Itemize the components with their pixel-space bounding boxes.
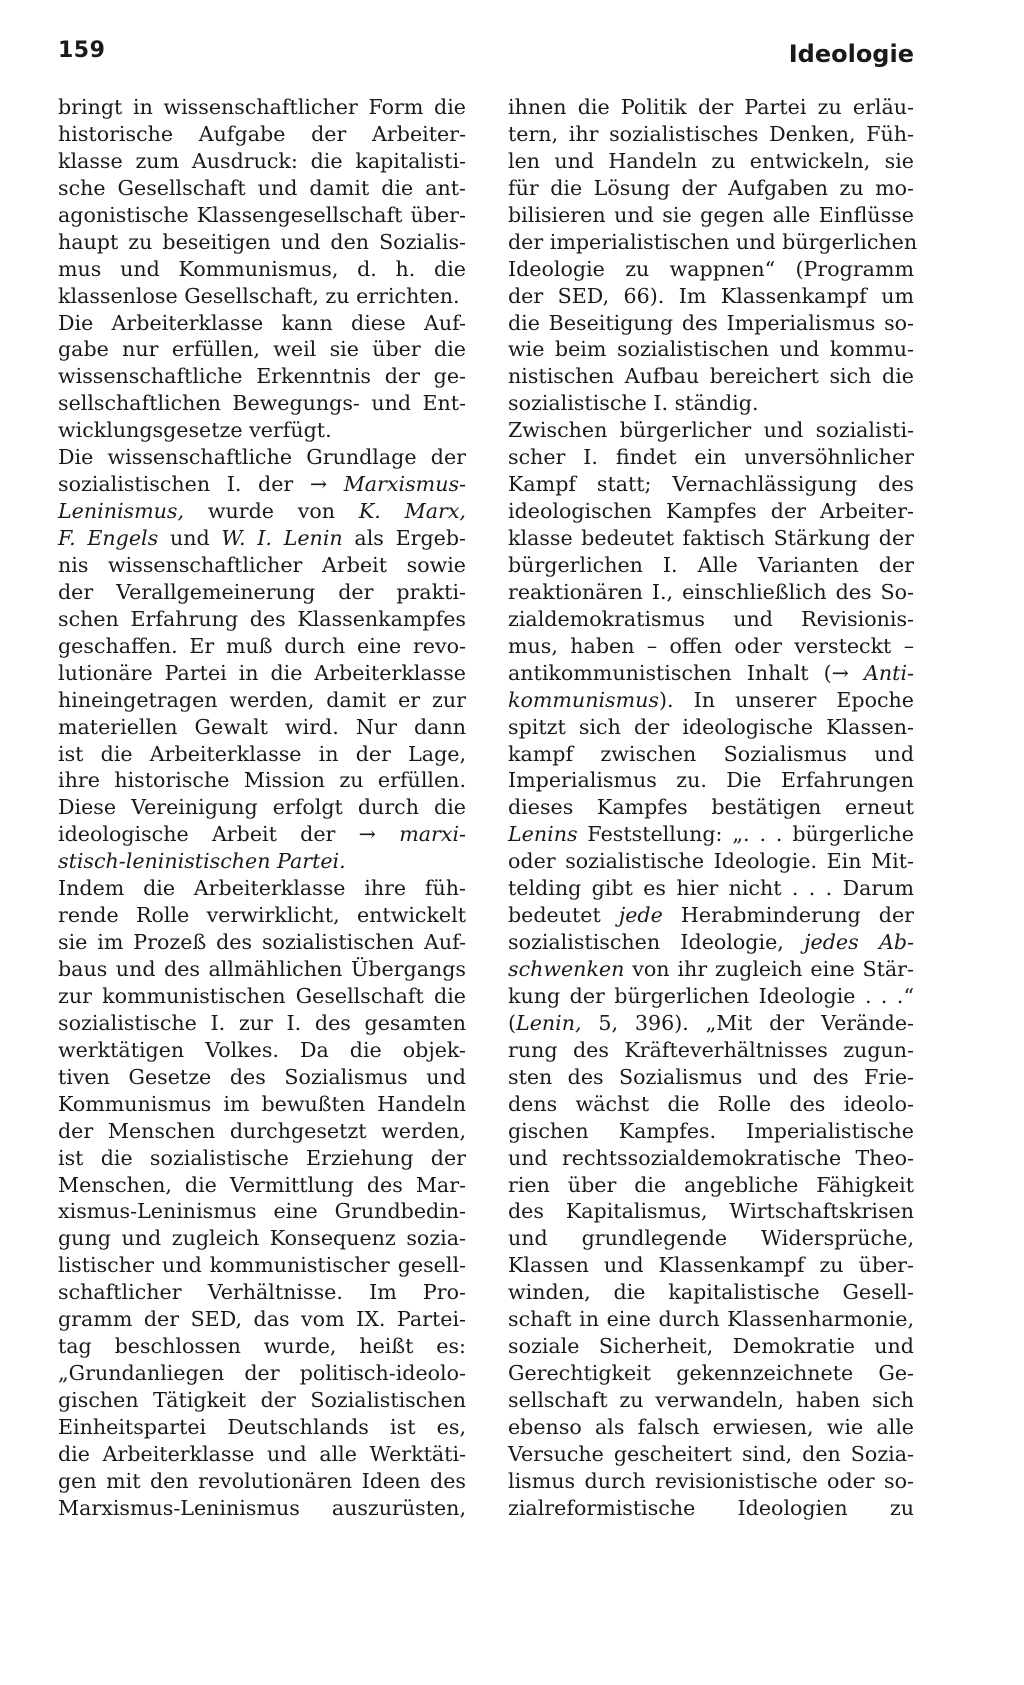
text-line: gen mit den revolutionären Ideen des: [58, 1468, 466, 1493]
text-segment: antikommunistischen Inhalt (→: [508, 660, 865, 685]
text-segment: 5, 396). „Mit der Verände-: [581, 1010, 914, 1035]
text-line: kampf zwischen Sozialismus und: [508, 741, 914, 766]
text-line: Ideologie zu wappnen“ (Programm: [508, 256, 914, 281]
text-line: rung des Kräfteverhältnisses zugun-: [508, 1037, 914, 1062]
text-segment: ideologische Arbeit der →: [58, 822, 400, 847]
text-segment: sozialistischen Ideologie,: [508, 930, 805, 955]
text-line: klasse bedeutet faktisch Stärkung der: [508, 526, 914, 550]
text-line: materiellen Gewalt wird. Nur dann: [58, 714, 466, 739]
text-segment: wurde von: [184, 499, 359, 524]
text-line: soziale Sicherheit, Demokratie und: [508, 1334, 914, 1359]
text-line: rien über die angebliche Fähigkeit: [508, 1172, 914, 1197]
text-line: schaft in eine durch Klassenharmonie,: [508, 1307, 914, 1332]
text-line: haupt zu beseitigen und den Sozialis-: [58, 229, 466, 254]
text-line: baus und des allmählichen Übergangs: [58, 957, 466, 981]
text-line: Diese Vereinigung erfolgt durch die: [58, 795, 466, 820]
text-line: gischen Tätigkeit der Sozialistischen: [58, 1388, 466, 1412]
text-line: Menschen, die Vermittlung des Mar-: [58, 1172, 466, 1197]
text-line: telding gibt es hier nicht . . . Darum: [508, 876, 914, 901]
text-line: die Arbeiterklasse und alle Werktäti-: [58, 1441, 466, 1466]
text-line: sten des Sozialismus und des Frie-: [508, 1064, 914, 1089]
text-line: [508, 929, 914, 956]
text-line: gung und zugleich Konsequenz sozia-: [58, 1226, 466, 1251]
text-line: und rechtssozialdemokratische Theo-: [508, 1145, 914, 1170]
text-line: ist die Arbeiterklasse in der Lage,: [58, 741, 466, 766]
text-line: werktätigen Volkes. Da die objek-: [58, 1037, 466, 1062]
text-line: klasse zum Ausdruck: die kapitalisti-: [58, 148, 466, 173]
text-line: kung der bürgerlichen Ideologie . . .“: [508, 983, 914, 1008]
text-line: „Grundanliegen der politisch-ideolo-: [58, 1361, 466, 1386]
text-line: ideologischen Kampfes der Arbeiter-: [508, 499, 914, 524]
text-line: schen Erfahrung des Klassenkampfes: [58, 606, 466, 631]
text-line: zialreformistische Ideologien zu: [508, 1495, 914, 1520]
running-head: Ideologie: [788, 40, 914, 68]
text-line: scher I. findet ein unversöhnlicher: [508, 445, 914, 470]
text-line: geschaffen. Er muß durch eine revo-: [58, 633, 466, 658]
italic-segment: jedes Ab-: [804, 930, 914, 955]
text-line: Einheitspartei Deutschlands ist es,: [58, 1414, 466, 1439]
text-line: [58, 498, 466, 525]
text-line: bringt in wissenschaftlicher Form die: [58, 95, 466, 119]
text-line: rende Rolle verwirklicht, entwickelt: [58, 903, 466, 928]
text-line: dieses Kampfes bestätigen erneut: [508, 795, 914, 820]
italic-segment: W. I. Lenin: [221, 526, 343, 550]
text-line: gramm der SED, das vom IX. Partei-: [58, 1307, 466, 1332]
text-line: [508, 821, 914, 848]
text-line: tiven Gesetze des Sozialismus und: [58, 1064, 466, 1089]
left-column: [58, 94, 466, 1522]
text-line: wie beim sozialistischen und kommu-: [508, 337, 914, 362]
text-line: der imperialistischen und bürgerlichen: [508, 229, 918, 254]
text-segment: als Ergeb-: [342, 526, 466, 550]
text-line: mus, haben – offen oder versteckt –: [508, 633, 914, 658]
text-line: schaftlicher Verhältnisse. Im Pro-: [58, 1280, 466, 1305]
text-line: Klassen und Klassenkampf zu über-: [508, 1253, 914, 1278]
text-segment: (: [508, 1010, 517, 1035]
text-line: gabe nur erfüllen, weil sie über die: [58, 337, 466, 362]
text-line: ist die sozialistische Erziehung der: [58, 1145, 466, 1170]
text-line: Imperialismus zu. Die Erfahrungen: [508, 768, 914, 793]
italic-segment: kommunismus: [508, 687, 659, 712]
text-line: oder sozialistische Ideologie. Ein Mit-: [508, 849, 914, 874]
text-segment: und: [158, 526, 222, 550]
text-line: und grundlegende Widersprüche,: [508, 1226, 914, 1251]
text-line: Zwischen bürgerlicher und sozialisti-: [508, 418, 914, 443]
text-line: klassenlose Gesellschaft, zu errichten.: [58, 283, 460, 308]
text-line: wicklungsgesetze verfügt.: [58, 418, 332, 443]
text-line: die Beseitigung des Imperialismus so-: [508, 310, 914, 335]
text-line: bürgerlichen I. Alle Varianten der: [508, 552, 914, 577]
italic-segment: Anti-: [864, 660, 914, 685]
text-line: zialdemokratismus und Revisionis-: [508, 606, 914, 631]
text-line: für die Lösung der Aufgaben zu mo-: [508, 175, 914, 200]
text-line: ihre historische Mission zu erfüllen.: [58, 768, 466, 793]
text-line: dens wächst die Rolle des ideolo-: [508, 1091, 914, 1116]
text-line: sozialistische I. zur I. des gesamten: [58, 1010, 466, 1035]
text-line: xismus-Leninismus eine Grundbedin-: [58, 1199, 466, 1224]
text-line: [508, 660, 914, 687]
text-segment: von ihr zugleich eine Stär-: [624, 957, 914, 981]
italic-segment: F. Engels: [58, 526, 159, 550]
text-line: ihnen die Politik der Partei zu erläu-: [508, 95, 914, 119]
text-segment: Feststellung: „. . . bürgerliche: [577, 822, 914, 847]
text-line: der Menschen durchgesetzt werden,: [58, 1118, 466, 1143]
italic-segment: schwenken: [508, 957, 625, 981]
text-line: gischen Kampfes. Imperialistische: [508, 1118, 914, 1143]
text-line: sie im Prozeß des sozialistischen Auf-: [58, 930, 466, 955]
text-segment: bedeutet: [508, 903, 619, 928]
text-line: nistischen Aufbau bereichert sich die: [508, 364, 914, 389]
italic-segment: Marxismus-: [343, 472, 466, 497]
text-line: bilisieren und sie gegen alle Einflüsse: [508, 202, 914, 227]
page-number: 159: [58, 38, 106, 63]
text-line: wissenschaftliche Erkenntnis der ge-: [58, 364, 466, 389]
text-line: ebenso als falsch erwiesen, wie alle: [508, 1414, 914, 1439]
text-line: len und Handeln zu entwickeln, sie: [508, 148, 914, 173]
text-line: sozialistische I. ständig.: [508, 391, 759, 416]
text-line: [508, 956, 914, 983]
text-segment: Herabminderung der: [662, 903, 914, 928]
text-line: [508, 687, 914, 714]
text-line: Kommunismus im bewußten Handeln: [58, 1091, 466, 1116]
text-line: des Kapitalismus, Wirtschaftskrisen: [508, 1199, 914, 1224]
text-line: [508, 1010, 914, 1037]
italic-segment: K. Marx,: [358, 499, 466, 524]
text-line: spitzt sich der ideologische Klassen-: [508, 714, 914, 739]
text-line: zur kommunistischen Gesellschaft die: [58, 983, 466, 1008]
text-line: nis wissenschaftlicher Arbeit sowie: [58, 552, 466, 577]
text-line: [58, 821, 466, 848]
text-line: historische Aufgabe der Arbeiter-: [58, 121, 466, 146]
italic-segment: Leninismus,: [58, 499, 185, 524]
text-line: winden, die kapitalistische Gesell-: [508, 1280, 914, 1305]
text-line: sche Gesellschaft und damit die ant-: [58, 175, 466, 200]
text-segment: sozialistischen I. der →: [58, 472, 344, 497]
text-line: [508, 902, 914, 929]
text-line: listischer und kommunistischer gesell-: [58, 1253, 466, 1278]
text-line: [58, 471, 466, 498]
text-line: [58, 525, 466, 552]
text-line: sellschaftlichen Bewegungs- und Ent-: [58, 391, 466, 416]
text-line: sellschaft zu verwandeln, haben sich: [508, 1388, 914, 1412]
text-line: tag beschlossen wurde, heißt es:: [58, 1334, 466, 1359]
italic-segment: marxi-: [399, 822, 466, 847]
text-line: der Verallgemeinerung der prakti-: [58, 579, 466, 604]
text-line: Indem die Arbeiterklasse ihre füh-: [58, 876, 466, 901]
italic-segment: stisch-leninistischen Partei.: [58, 849, 346, 874]
text-line: der SED, 66). Im Klassenkampf um: [508, 283, 914, 308]
text-line: Marxismus-Leninismus auszurüsten,: [58, 1495, 466, 1520]
text-line: tern, ihr sozialistisches Denken, Füh-: [508, 121, 914, 146]
text-line: hineingetragen werden, damit er zur: [58, 687, 466, 712]
italic-segment: jede: [618, 903, 663, 928]
italic-segment: Lenin,: [516, 1010, 582, 1035]
text-segment: ). In unserer Epoche: [658, 687, 914, 712]
text-line: Versuche gescheitert sind, den Sozia-: [508, 1441, 914, 1466]
italic-segment: Lenins: [508, 822, 578, 847]
text-line: agonistische Klassengesellschaft über-: [58, 202, 466, 227]
text-line: Kampf statt; Vernachlässigung des: [508, 472, 914, 497]
text-line: mus und Kommunismus, d. h. die: [58, 256, 466, 281]
text-line: Die Arbeiterklasse kann diese Auf-: [58, 310, 466, 335]
text-line: Die wissenschaftliche Grundlage der: [58, 445, 466, 470]
text-line: Gerechtigkeit gekennzeichnete Ge-: [508, 1361, 914, 1386]
text-line: reaktionären I., einschließlich des So-: [508, 579, 914, 604]
text-line: lutionäre Partei in die Arbeiterklasse: [58, 660, 466, 685]
text-line: [58, 848, 466, 875]
right-column: [508, 94, 918, 1522]
text-line: lismus durch revisionistische oder so-: [508, 1468, 914, 1493]
